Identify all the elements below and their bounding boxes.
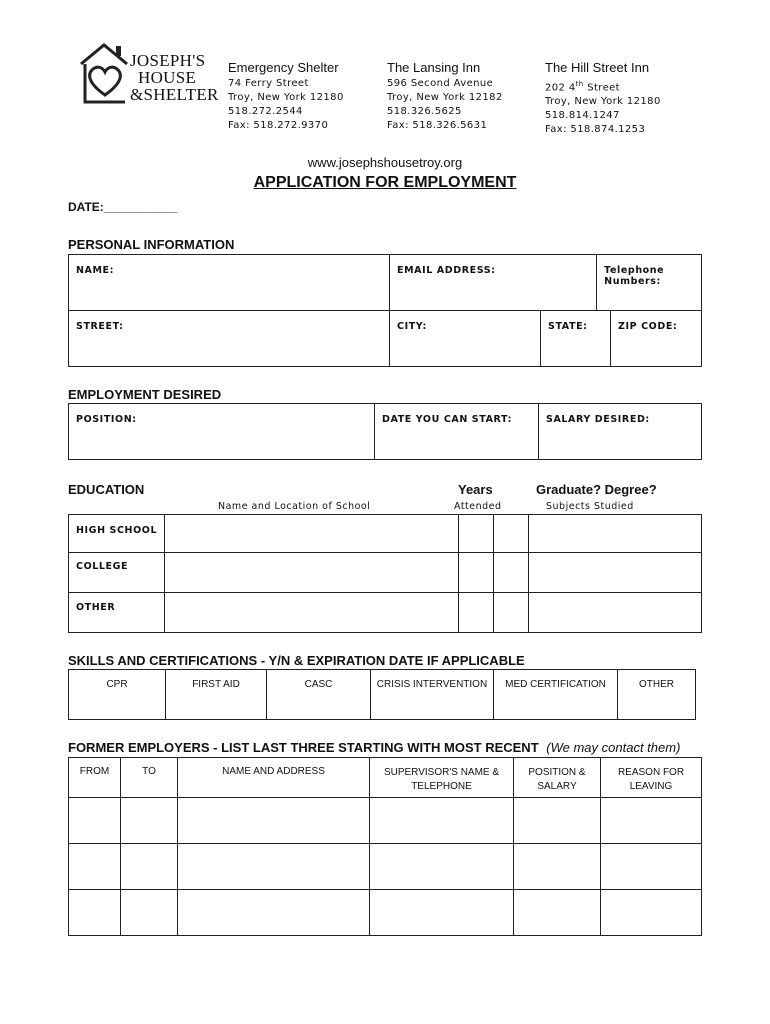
date-label: DATE:___________ (68, 200, 178, 214)
from-cell[interactable] (69, 798, 121, 844)
logo-text-2: HOUSE (138, 68, 197, 87)
skills-table (68, 669, 696, 720)
street-label: STREET: (76, 321, 124, 332)
position-field[interactable] (69, 404, 375, 460)
personal-info-table (68, 254, 702, 367)
logo-text-1: JOSEPH'S (130, 51, 206, 70)
name-field[interactable] (69, 255, 390, 311)
location-line: Fax: 518.874.1253 (545, 124, 646, 136)
skill-cpr[interactable]: CPR (69, 670, 166, 720)
street-field[interactable] (69, 311, 390, 367)
former-employers-title: FORMER EMPLOYERS - LIST LAST THREE STARTING WITH MOST RECENT (68, 740, 539, 755)
skill-first-aid[interactable]: FIRST AID (166, 670, 267, 720)
house-heart-icon (78, 42, 134, 106)
skill-casc[interactable]: CASC (267, 670, 371, 720)
from-header: FROM (69, 758, 121, 798)
from-cell[interactable] (69, 890, 121, 936)
from-cell[interactable] (69, 844, 121, 890)
address-street: Street (583, 82, 620, 94)
start-date-label: DATE YOU CAN START: (382, 414, 512, 425)
years-cell[interactable] (459, 553, 494, 593)
position-salary-cell[interactable] (514, 798, 601, 844)
location-line: Fax: 518.272.9370 (228, 120, 329, 131)
school-cell[interactable] (165, 593, 459, 633)
zip-label: ZIP CODE: (618, 321, 678, 332)
years-header: Years (458, 482, 493, 497)
school-cell[interactable] (165, 515, 459, 553)
education-table (68, 514, 702, 633)
email-label: EMAIL ADDRESS: (397, 265, 496, 276)
location-address (545, 77, 661, 95)
employment-desired-heading: EMPLOYMENT DESIRED (68, 387, 222, 402)
location-line: Fax: 518.326.5631 (387, 120, 488, 131)
degree-cell[interactable] (529, 515, 702, 553)
location-hill-street-inn (545, 60, 661, 137)
years-cell[interactable] (459, 515, 494, 553)
position-salary-cell[interactable] (514, 890, 601, 936)
to-cell[interactable] (121, 798, 178, 844)
position-salary-header: POSITION & SALARY (514, 758, 601, 798)
position-label: POSITION: (76, 414, 137, 425)
logo-text-3: &SHELTER (130, 85, 219, 104)
supervisor-header: SUPERVISOR'S NAME & TELEPHONE (370, 758, 514, 798)
employer-row (69, 798, 702, 844)
website: www.josephshousetroy.org (307, 155, 463, 170)
address-number: 202 4 (545, 82, 576, 94)
personal-info-heading: PERSONAL INFORMATION (68, 237, 235, 252)
reason-leaving-header: REASON FOR LEAVING (601, 758, 702, 798)
telephone-field[interactable] (597, 255, 702, 311)
supervisor-cell[interactable] (370, 798, 514, 844)
skill-crisis-intervention[interactable]: CRISIS INTERVENTION (371, 670, 494, 720)
salary-label: SALARY DESIRED: (546, 414, 650, 425)
location-name: The Hill Street Inn (545, 60, 650, 75)
state-label: STATE: (548, 321, 588, 332)
salary-field[interactable] (539, 404, 702, 460)
education-row-label: HIGH SCHOOL (69, 515, 165, 553)
name-label: NAME: (76, 265, 115, 276)
education-heading: EDUCATION (68, 482, 145, 497)
education-row-label: COLLEGE (69, 553, 165, 593)
to-header: TO (121, 758, 178, 798)
skill-other[interactable]: OTHER (618, 670, 696, 720)
attended-cell[interactable] (494, 553, 529, 593)
location-line: Troy, New York 12180 (545, 96, 661, 108)
former-employers-table (68, 757, 702, 936)
ordinal-suffix: th (575, 80, 584, 88)
contact-note: (We may contact them) (546, 740, 681, 755)
skills-heading: SKILLS AND CERTIFICATIONS - Y/N & EXPIRATION DATE IF APPLICABLE (68, 653, 525, 668)
location-line: Troy, New York 12180 (228, 92, 344, 103)
attended-cell[interactable] (494, 593, 529, 633)
name-address-header: NAME AND ADDRESS (178, 758, 370, 798)
location-line: 518.814.1247 (545, 110, 620, 122)
telephone-label: Telephone Numbers: (604, 265, 665, 287)
school-cell[interactable] (165, 553, 459, 593)
city-field[interactable] (390, 311, 541, 367)
subjects-header: Subjects Studied (546, 501, 634, 512)
logo (78, 42, 218, 106)
to-cell[interactable] (121, 890, 178, 936)
graduate-header: Graduate? Degree? (536, 482, 657, 497)
location-name: The Lansing Inn (387, 60, 481, 75)
name-address-cell[interactable] (178, 798, 370, 844)
position-salary-cell[interactable] (514, 844, 601, 890)
name-address-cell[interactable] (178, 890, 370, 936)
start-date-field[interactable] (375, 404, 539, 460)
location-line: 518.272.2544 (228, 106, 303, 117)
supervisor-cell[interactable] (370, 844, 514, 890)
location-line: 596 Second Avenue (387, 78, 494, 89)
employer-row (69, 890, 702, 936)
years-cell[interactable] (459, 593, 494, 633)
zip-field[interactable] (611, 311, 702, 367)
email-field[interactable] (390, 255, 597, 311)
location-name: Emergency Shelter (228, 60, 339, 75)
page-title: APPLICATION FOR EMPLOYMENT (253, 174, 517, 191)
location-line: 518.326.5625 (387, 106, 462, 117)
to-cell[interactable] (121, 844, 178, 890)
location-line: 74 Ferry Street (228, 78, 309, 89)
location-lansing-inn (387, 60, 503, 133)
location-emergency-shelter (228, 60, 344, 133)
location-line: Troy, New York 12182 (387, 92, 503, 103)
city-label: CITY: (397, 321, 427, 332)
degree-cell[interactable] (529, 593, 702, 633)
attended-header: Attended (454, 501, 502, 512)
education-row-label: OTHER (69, 593, 165, 633)
skill-med-certification[interactable]: MED CERTIFICATION (494, 670, 618, 720)
employment-desired-table (68, 403, 702, 460)
former-employers-heading (68, 740, 680, 755)
reason-cell[interactable] (601, 890, 702, 936)
state-field[interactable] (541, 311, 611, 367)
school-column-header: Name and Location of School (218, 501, 371, 512)
employer-row (69, 844, 702, 890)
attended-cell[interactable] (494, 515, 529, 553)
name-address-cell[interactable] (178, 844, 370, 890)
reason-cell[interactable] (601, 798, 702, 844)
reason-cell[interactable] (601, 844, 702, 890)
degree-cell[interactable] (529, 553, 702, 593)
supervisor-cell[interactable] (370, 890, 514, 936)
